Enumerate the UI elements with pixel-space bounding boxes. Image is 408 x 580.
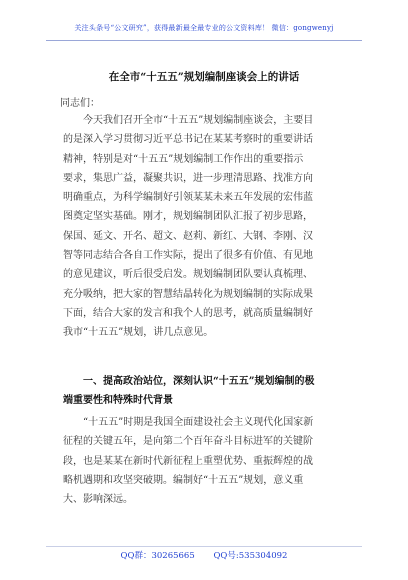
header-promo-note: 关注头条号“公文研究”，获得最新最全最专业的公文资料库！ 微信：gongwenyj	[74, 24, 334, 32]
paragraph-line: 充分吸纳，把大家的智慧结晶转化为规划编制的实际成果	[63, 288, 313, 300]
document-title: 在全市“十五五”规划编制座谈会上的讲话	[108, 71, 300, 83]
paragraph-2	[63, 413, 353, 509]
paragraph-line: 明确重点，为科学编制好引领某某未来五年发展的宏伟蓝	[63, 192, 313, 204]
section-heading-1	[63, 372, 363, 411]
paragraph-line: 我市“十五五”规划，讲几点意见。	[63, 327, 214, 339]
paragraph-line: 征程的关键五年，是向第二个百年奋斗目标进军的关键阶	[63, 436, 313, 448]
paragraph-1	[63, 111, 353, 343]
footer-contact	[0, 549, 408, 561]
header-divider	[46, 40, 362, 41]
paragraph-line: 的是深入学习贯彻习近平总书记在某某考察时的重要讲话	[63, 134, 313, 146]
paragraph-line: 智等同志结合各自工作实际，提出了很多有价值、有见地	[63, 250, 313, 262]
paragraph-line: “十五五”时期是我国全面建设社会主义现代化国家新	[83, 417, 314, 428]
paragraph-line: 保国、延文、开名、超文、赵莉、新红、大钢、李刚、汉	[63, 230, 313, 242]
paragraph-line: 的意见建议，听后很受启发。规划编制团队要认真梳理、	[63, 269, 313, 281]
paragraph-line: 要求，集思广益，凝聚共识，进一步理清思路、找准方向	[63, 172, 313, 184]
paragraph-line: 段，也是某某在新时代新征程上重塑优势、重振辉煌的战	[63, 455, 313, 467]
paragraph-line: 精神，特别是对“十五五”规划编制工作作出的重要指示	[63, 153, 304, 165]
salutation: 同志们：	[60, 98, 100, 109]
footer-qq-group: QQ群：30265665	[120, 551, 195, 561]
paragraph-line: 大、影响深远。	[63, 494, 133, 506]
paragraph-line: 图奠定坚实基础。刚才，规划编制团队汇报了初步思路，	[63, 211, 313, 223]
paragraph-line: 下面，结合大家的发言和我个人的思考，就高质量编制好	[63, 307, 313, 319]
paragraph-line: 略机遇期和攻坚突破期。编制好“十五五”规划，意义重	[63, 474, 304, 486]
paragraph-line: 今天我们召开全市“十五五”规划编制座谈会，主要目	[83, 115, 314, 126]
section-heading-line: 一、提高政治站位，深刻认识“十五五”规划编制的极	[83, 376, 315, 387]
footer-divider	[46, 546, 362, 547]
footer-qq-number: QQ号:535304092	[213, 551, 288, 561]
section-heading-line: 端重要性和特殊时代背景	[63, 395, 173, 407]
